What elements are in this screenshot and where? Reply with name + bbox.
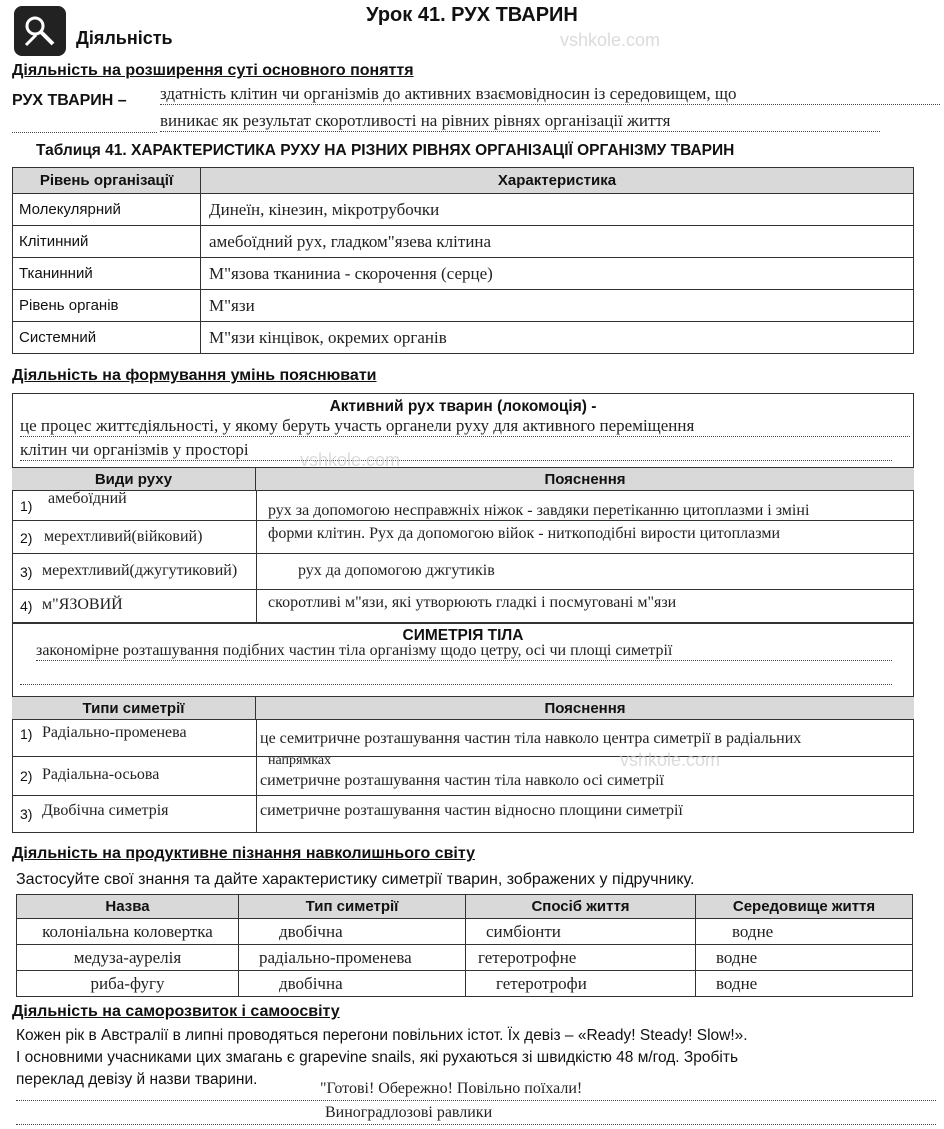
animal-lifestyle: гетеротрофне bbox=[466, 945, 696, 971]
lesson-title: Урок 41. РУХ ТВАРИН bbox=[366, 4, 578, 26]
section-title-4: Діяльність на саморозвиток і самоосвіту bbox=[12, 1003, 340, 1020]
symmetry-header-types: Типи симетрії bbox=[12, 696, 256, 720]
table-row bbox=[17, 971, 913, 997]
symmetry-definition: закономірне розташування подібних частин тіла організму щодо цетру, осі чи площі симетрії bbox=[36, 642, 892, 661]
table-row bbox=[13, 194, 914, 226]
movement-desc: рух да допомогою джгутиків bbox=[298, 562, 495, 579]
movement-num: 3) bbox=[20, 564, 33, 580]
animals-header-name: Назва bbox=[17, 895, 239, 919]
symmetry-desc: симетричне розташування частин відносно площини симетрії bbox=[260, 802, 683, 819]
locomotion-line-1: це процес життєдіяльності, у якому беруть участь органели руху для активного переміщення bbox=[20, 416, 910, 437]
symmetry-header-explain: Пояснення bbox=[256, 696, 914, 720]
symmetry-desc: це семитричне розташування частин тіла навколо центра симетрії в радіальних bbox=[260, 730, 802, 747]
section-title-3: Діяльність на продуктивне пізнання навколишнього світу bbox=[12, 845, 475, 862]
animal-symmetry: двобічна bbox=[239, 971, 466, 997]
movement-desc: скоротливі м"язи, які утворюють гладкі і посмуговані м"язи bbox=[268, 594, 677, 611]
movement-num: 1) bbox=[20, 498, 33, 514]
movement-type: мерехтливий(війковий) bbox=[44, 528, 203, 545]
level-cell: Рівень органів bbox=[13, 290, 201, 322]
definition-line-2: виникає як результат скоротливості на рівних рівнях організації життя bbox=[160, 111, 880, 132]
table-row bbox=[17, 919, 913, 945]
symmetry-num: 2) bbox=[20, 768, 33, 784]
watermark: vshkole.com bbox=[560, 30, 661, 50]
symmetry-extra-line bbox=[20, 684, 892, 685]
animal-name: медуза-аурелія bbox=[17, 945, 239, 971]
animal-habitat: водне bbox=[696, 971, 913, 997]
animal-name: колоніальна коловертка bbox=[17, 919, 239, 945]
animal-name: риба-фугу bbox=[17, 971, 239, 997]
symmetry-type: Радіальна-осьова bbox=[42, 766, 160, 783]
answer-line-1 bbox=[16, 1100, 936, 1101]
symmetry-divider bbox=[256, 720, 257, 833]
movement-header-explain: Пояснення bbox=[256, 467, 914, 491]
table-row bbox=[13, 322, 914, 354]
task-4-line-1: Кожен рік в Австралії в липні проводяться перегони повільних істот. Їх девіз – «Ready! Steady! Slow!». bbox=[16, 1027, 748, 1044]
answer-motto: "Готові! Обережно! Повільно поїхали! bbox=[320, 1080, 583, 1097]
table-row bbox=[13, 226, 914, 258]
row-divider bbox=[12, 756, 914, 757]
locomotion-title: Активний рух тварин (локомоція) - bbox=[329, 398, 597, 415]
task-4-line-3: переклад девізу й назви тварини. bbox=[16, 1071, 258, 1088]
movement-type: амебоїдний bbox=[48, 490, 127, 507]
movement-num: 2) bbox=[20, 530, 33, 546]
animals-header-symmetry: Тип симетрії bbox=[239, 895, 466, 919]
activity-icon bbox=[14, 6, 66, 56]
definition-underline bbox=[12, 132, 157, 133]
table-41-caption: Таблиця 41. ХАРАКТЕРИСТИКА РУХУ НА РІЗНИХ РІВНЯХ ОРГАНІЗАЦІЇ ОРГАНІЗМУ ТВАРИН bbox=[36, 142, 735, 159]
char-cell: М"язи кінцівок, окремих органів bbox=[201, 322, 914, 354]
level-cell: Молекулярний bbox=[13, 194, 201, 226]
movement-divider bbox=[256, 491, 257, 623]
symmetry-num: 3) bbox=[20, 806, 33, 822]
table-41-header-level: Рівень організації bbox=[13, 168, 201, 194]
row-divider bbox=[12, 553, 914, 554]
movement-header-types: Види руху bbox=[12, 467, 256, 491]
symmetry-type: Двобічна симетрія bbox=[42, 802, 169, 819]
animal-symmetry: радіально-променева bbox=[239, 945, 466, 971]
watermark: vshkole.com bbox=[300, 450, 401, 470]
row-divider bbox=[12, 589, 914, 590]
definition-line-1: здатність клітин чи організмів до активних взаємовідносин із середовищем, що bbox=[160, 84, 940, 105]
animals-header-habitat: Середовище життя bbox=[696, 895, 913, 919]
section-title-1: Діяльність на розширення суті основного поняття bbox=[12, 62, 414, 79]
char-cell: М"язи bbox=[201, 290, 914, 322]
table-row bbox=[13, 290, 914, 322]
row-divider bbox=[12, 520, 914, 521]
task-4-line-2: І основними учасниками цих змагань є grapevine snails, які рухаються зі швидкістю 48 м/год. Зробіть bbox=[16, 1049, 739, 1066]
char-cell: М"язова тканиниа - скорочення (серце) bbox=[201, 258, 914, 290]
movement-type: м"ЯЗОВИЙ bbox=[42, 596, 123, 613]
section-title-2: Діяльність на формування умінь пояснювати bbox=[12, 367, 377, 384]
answer-line-2 bbox=[16, 1124, 936, 1125]
movement-desc: рух за допомогою несправжніх ніжок - завдяки перетіканню цитоплазми і зміні bbox=[268, 502, 810, 519]
symmetry-title: СИМЕТРІЯ ТІЛА bbox=[402, 627, 524, 644]
animal-habitat: водне bbox=[696, 945, 913, 971]
answer-animal: Виноградлозові равлики bbox=[325, 1104, 493, 1121]
symmetry-num: 1) bbox=[20, 726, 33, 742]
animal-lifestyle: гетеротрофи bbox=[466, 971, 696, 997]
symmetry-desc: симетричне розташування частин тіла навколо осі симетрії bbox=[260, 772, 664, 789]
locomotion-line-2: клітин чи організмів у просторі bbox=[20, 440, 892, 461]
activity-title: Діяльність bbox=[76, 28, 173, 48]
animal-lifestyle: симбіонти bbox=[466, 919, 696, 945]
level-cell: Клітинний bbox=[13, 226, 201, 258]
char-cell: Динеїн, кінезин, мікротрубочки bbox=[201, 194, 914, 226]
animals-table bbox=[16, 894, 913, 997]
movement-num: 4) bbox=[20, 598, 33, 614]
movement-type: мерехтливий(джугутиковий) bbox=[42, 562, 238, 579]
table-41-header-char: Характеристика bbox=[201, 168, 914, 194]
level-cell: Тканинний bbox=[13, 258, 201, 290]
symmetry-desc-top: напрямках bbox=[268, 753, 332, 768]
animals-header-lifestyle: Спосіб життя bbox=[466, 895, 696, 919]
table-41 bbox=[12, 167, 914, 354]
movement-desc: форми клітин. Рух да допомогою війок - ниткоподібні вирости цитоплазми bbox=[268, 525, 780, 542]
animal-habitat: водне bbox=[696, 919, 913, 945]
animal-symmetry: двобічна bbox=[239, 919, 466, 945]
char-cell: амебоїдний рух, гладком"язева клітина bbox=[201, 226, 914, 258]
watermark: vshkole.com bbox=[620, 750, 721, 770]
row-divider bbox=[12, 795, 914, 796]
symmetry-type: Радіально-променева bbox=[42, 724, 187, 741]
table-row bbox=[13, 258, 914, 290]
table-row bbox=[17, 945, 913, 971]
definition-term: РУХ ТВАРИН – bbox=[12, 92, 127, 109]
task-3-text: Застосуйте свої знання та дайте характеристику симетрії тварин, зображених у підручнику. bbox=[16, 871, 695, 888]
level-cell: Системний bbox=[13, 322, 201, 354]
